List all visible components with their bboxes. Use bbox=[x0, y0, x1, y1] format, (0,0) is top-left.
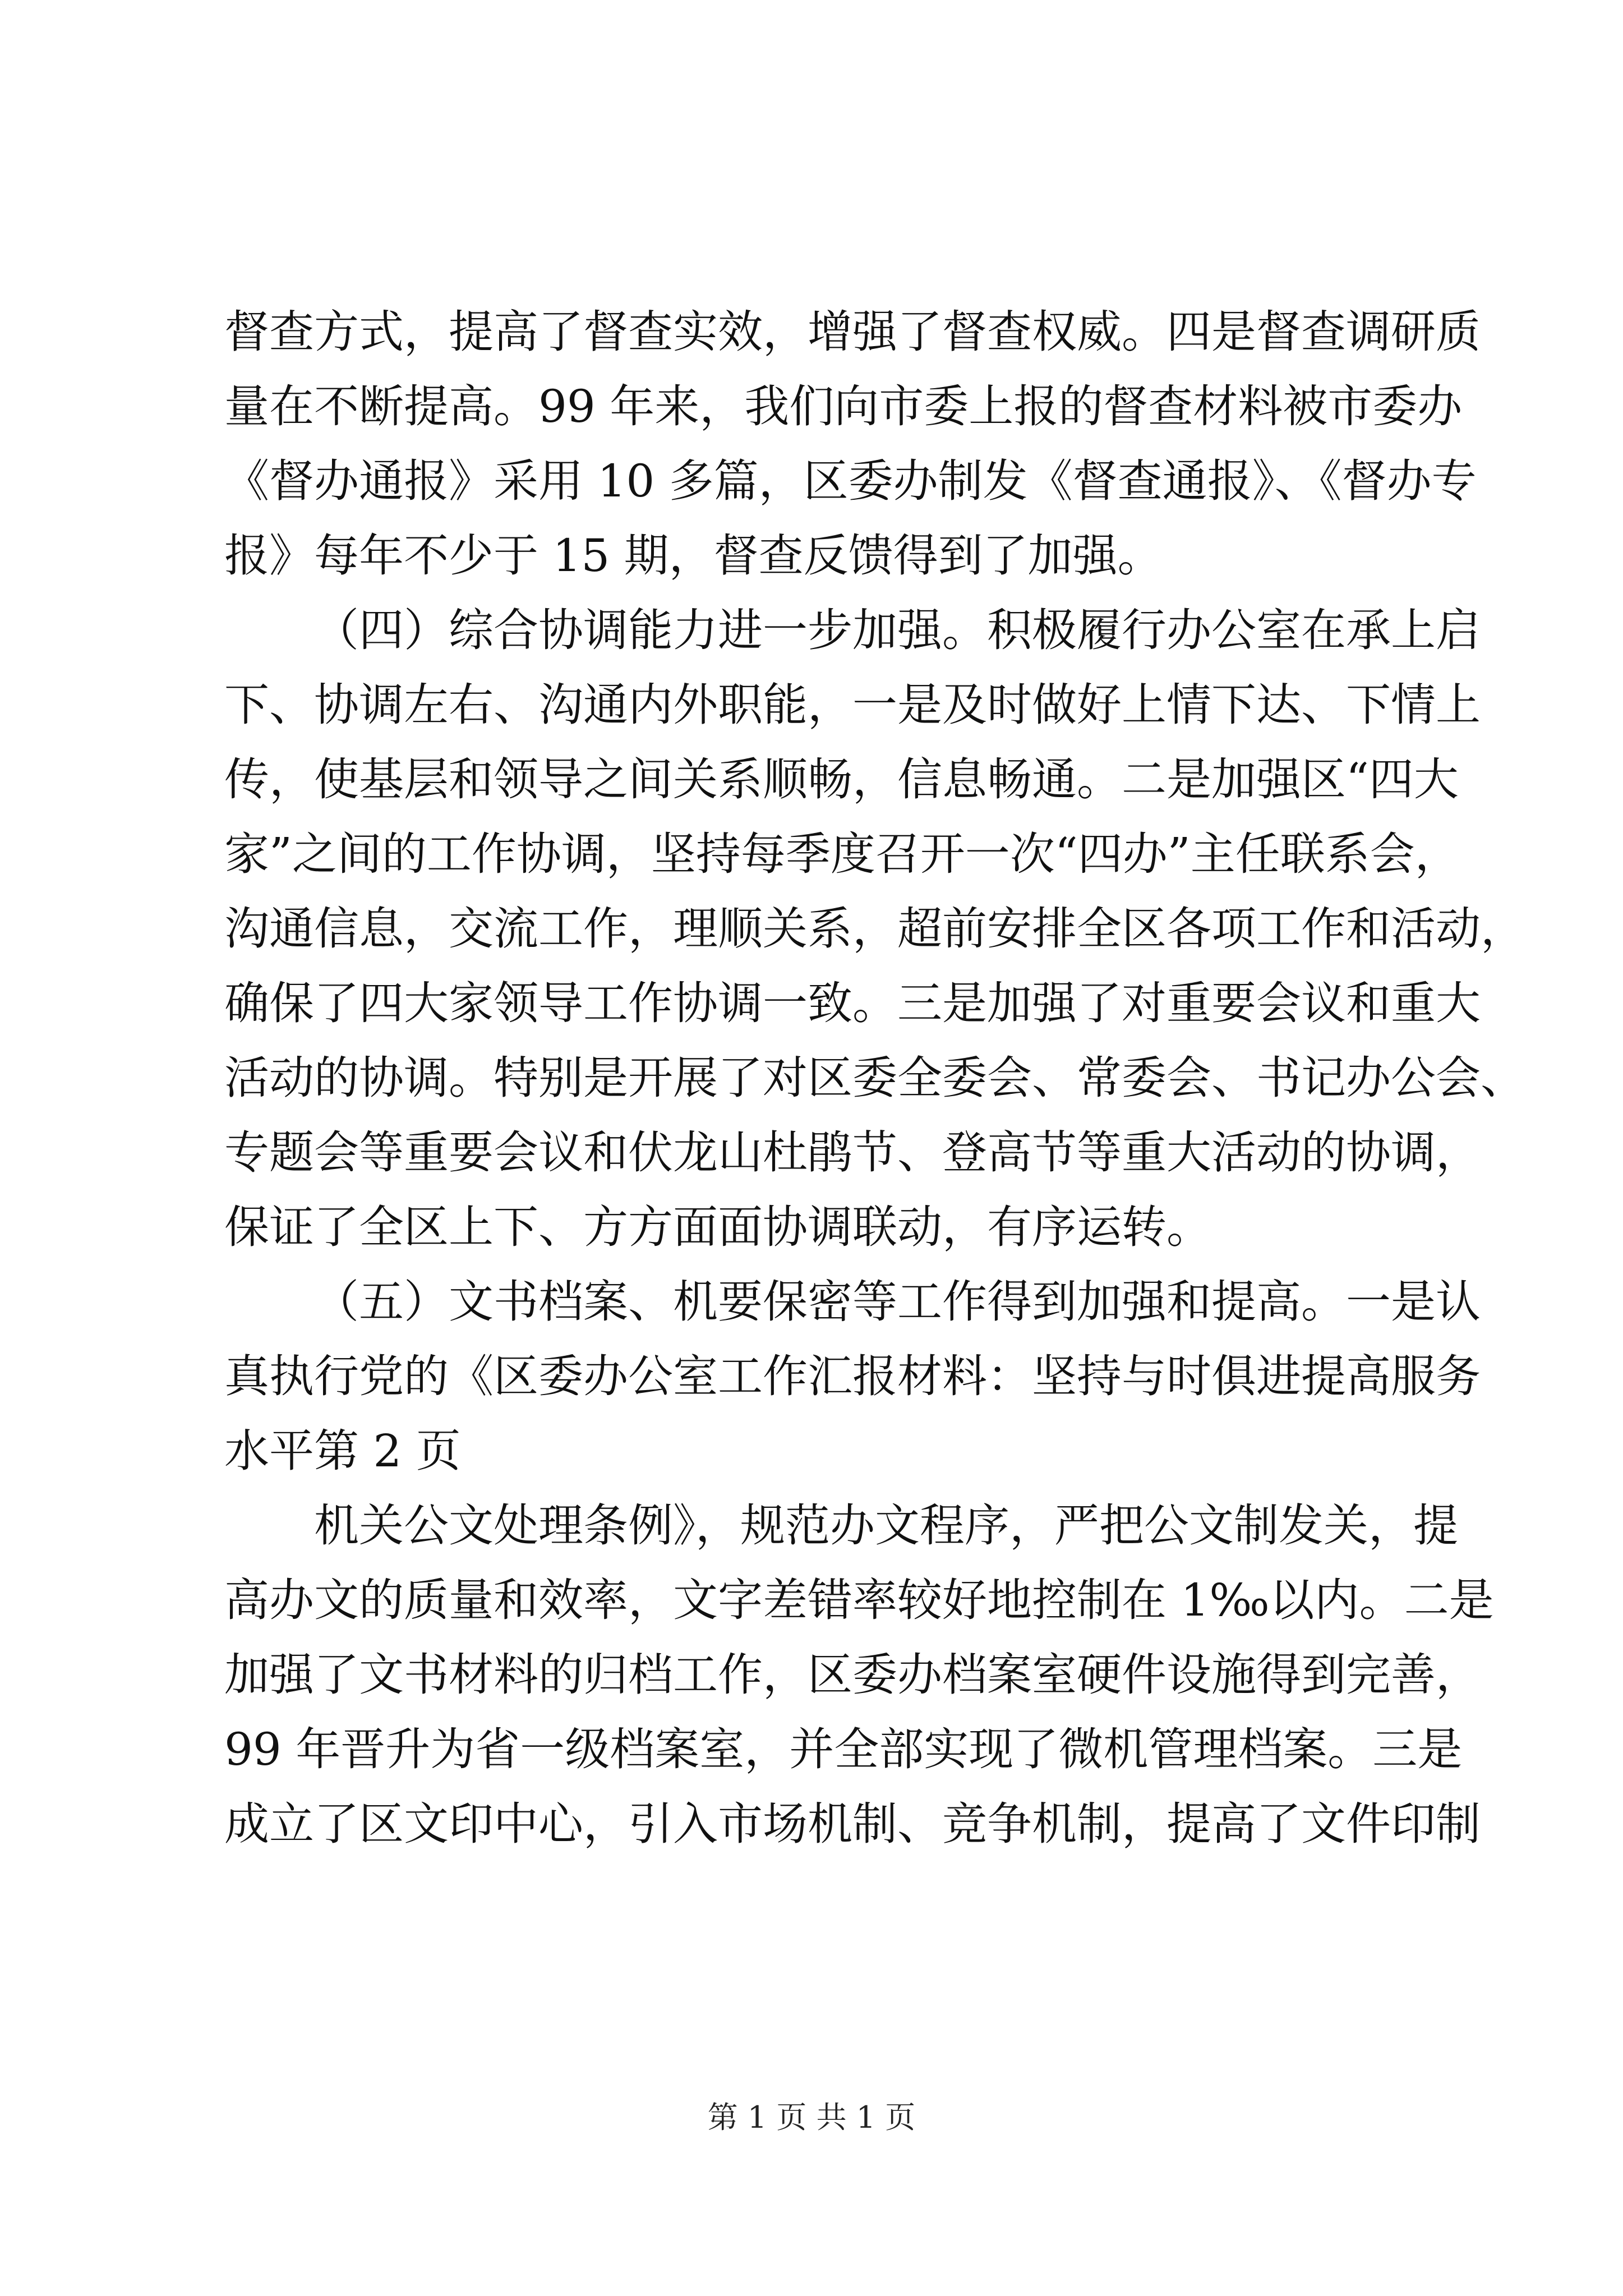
text-line: 下、协调左右、沟通内外职能，一是及时做好上情下达、下情上 bbox=[224, 679, 1481, 731]
text-line: 机关公文处理条例》，规范办文程序，严把公文制发关，提 bbox=[314, 1499, 1458, 1552]
page-footer: 第 1 页 共 1 页 bbox=[707, 2100, 916, 2135]
text-line: 《督办通报》采用 10 多篇，区委办制发《督查通报》、《督办专 bbox=[224, 455, 1477, 507]
text-line: 专题会等重要会议和伏龙山杜鹃节、登高节等重大活动的协调， bbox=[224, 1126, 1481, 1179]
text-line: （五）文书档案、机要保密等工作得到加强和提高。一是认 bbox=[314, 1276, 1481, 1328]
text-line: 水平第 2 页 bbox=[224, 1425, 461, 1477]
paragraph-p2 bbox=[224, 593, 1525, 1264]
text-line: 加强了文书材料的归档工作，区委办档案室硬件设施得到完善， bbox=[224, 1649, 1481, 1701]
text-line: 传，使基层和领导之间关系顺畅，信息畅通。二是加强区“四大 bbox=[224, 753, 1459, 806]
text-line: 99 年晋升为省一级档案室，并全部实现了微机管理档案。三是 bbox=[224, 1723, 1463, 1775]
text-line: 真执行党的《区委办公室工作汇报材料：坚持与时俱进提高服务 bbox=[224, 1350, 1481, 1402]
text-line: 活动的协调。特别是开展了对区委全委会、常委会、书记办公会、 bbox=[224, 1052, 1525, 1104]
text-line: 量在不断提高。99 年来，我们向市委上报的督查材料被市委办 bbox=[224, 380, 1463, 432]
document-body bbox=[224, 295, 1525, 1861]
text-line: 督查方式，提高了督查实效，增强了督查权威。四是督查调研质 bbox=[224, 306, 1481, 358]
text-line: 保证了全区上下、方方面面协调联动，有序运转。 bbox=[224, 1201, 1211, 1253]
paragraph-p1 bbox=[224, 295, 1481, 593]
text-line: 成立了区文印中心，引入市场机制、竞争机制，提高了文件印制 bbox=[224, 1798, 1481, 1850]
text-line: 确保了四大家领导工作协调一致。三是加强了对重要会议和重大 bbox=[224, 977, 1481, 1029]
text-line: 高办文的质量和效率，文字差错率较好地控制在 1‰以内。二是 bbox=[224, 1574, 1494, 1626]
text-line: （四）综合协调能力进一步加强。积极履行办公室在承上启 bbox=[314, 604, 1481, 656]
paragraph-p3 bbox=[224, 1264, 1481, 1488]
text-line: 家”之间的工作协调，坚持每季度召开一次“四办”主任联系会， bbox=[224, 828, 1460, 880]
text-line: 沟通信息，交流工作，理顺关系，超前安排全区各项工作和活动， bbox=[224, 903, 1525, 955]
paragraph-p4 bbox=[224, 1488, 1494, 1861]
text-line: 报》每年不少于 15 期，督查反馈得到了加强。 bbox=[224, 530, 1163, 582]
